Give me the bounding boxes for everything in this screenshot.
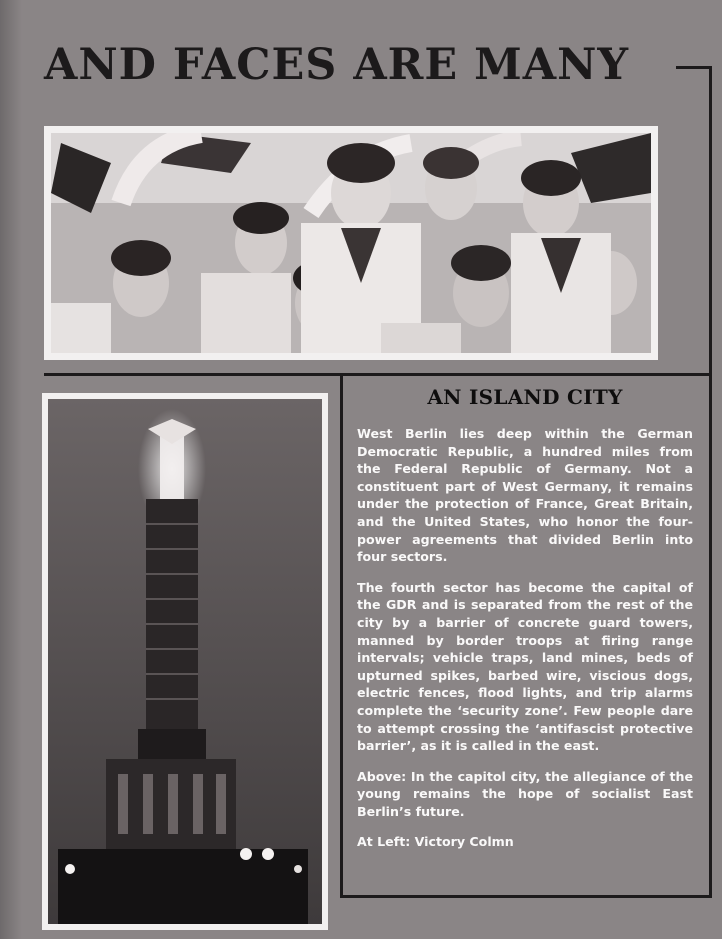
caption-above: Above: In the capitol city, the allegiance of the young remains the hope of socialist East Berlin’s future. [357, 768, 693, 819]
crowd-photo-image [51, 133, 651, 353]
page-headline: AND FACES ARE MANY [44, 40, 630, 90]
caption-left: At Left: Victory Colmn [357, 834, 514, 850]
article [357, 385, 693, 864]
frame-rule-middle [44, 373, 712, 376]
victory-column-photo [42, 393, 328, 930]
frame-rule-bottom [340, 895, 712, 898]
victory-column-image [48, 399, 322, 924]
frame-rule-column [340, 376, 343, 898]
crowd-photo [44, 126, 658, 360]
frame-rule-top [676, 66, 712, 69]
page-edge-shadow [0, 0, 22, 939]
frame-rule-right [709, 66, 712, 898]
article-heading: AN ISLAND CITY [427, 385, 623, 409]
article-paragraph-2: The fourth sector has become the capital of the GDR and is separated from the rest of the city by a barrier of concrete guard towers, manned by border troops at firing range intervals; vehicle traps, land mines, beds of upturned spikes, barbed wire, viscious dogs, electric fences, flood lights, and trip alarms complete the ‘security zone’. Few people dare to attempt crossing the ‘antifascist protective barrier’, as it is called in the east. [357, 579, 693, 754]
article-paragraph-1: West Berlin lies deep within the German Democratic Republic, a hundred miles from the Federal Republic of Germany. Not a constituent part of West Germany, it remains under the protection of France, Great Britain, and the United States, who honor the four-power agreements that divided Berlin into four sectors. [357, 426, 693, 565]
